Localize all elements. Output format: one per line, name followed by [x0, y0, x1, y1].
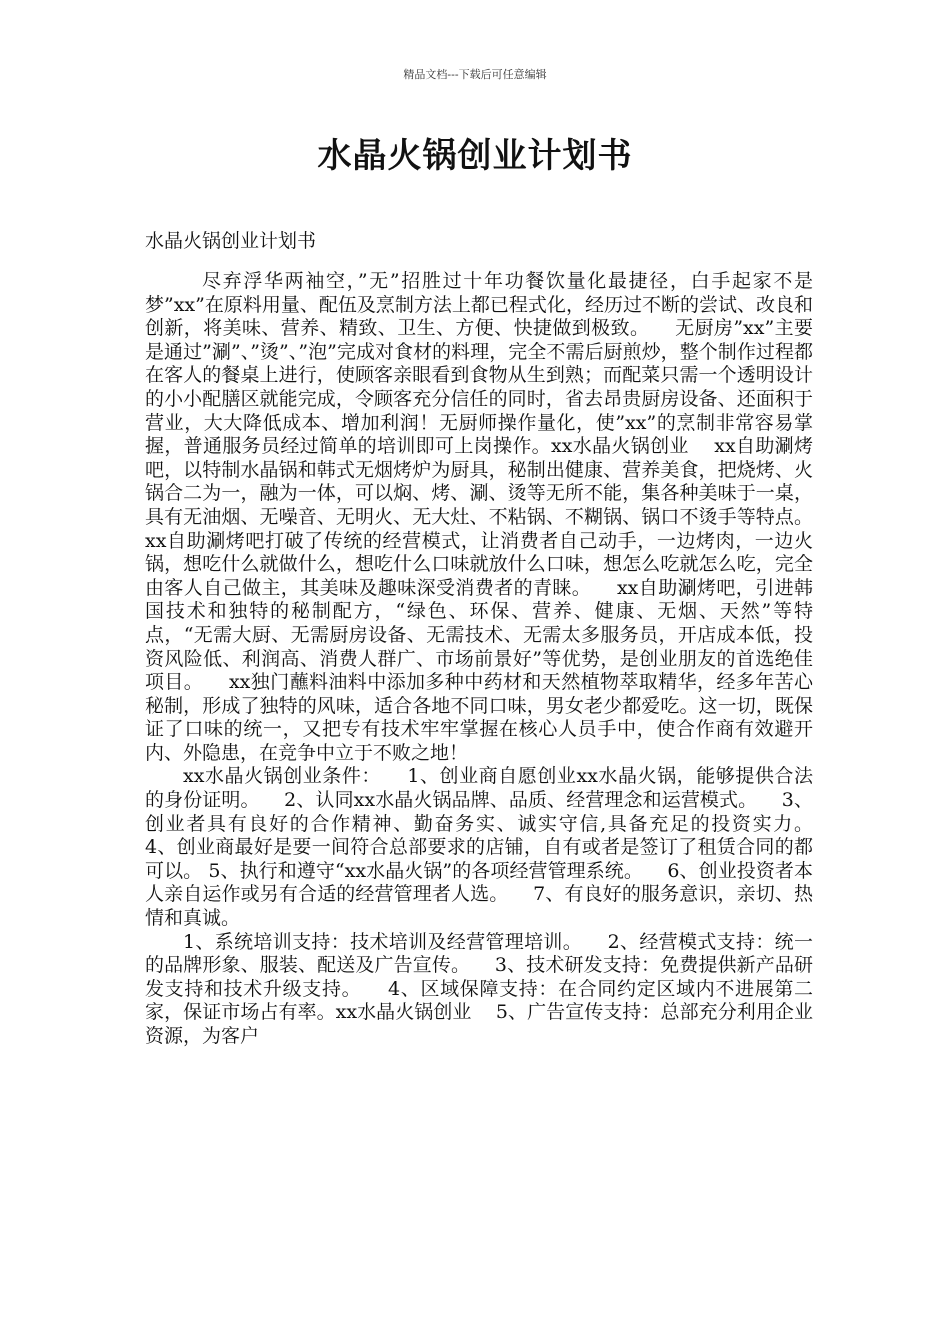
header-note: 精品文档---下载后可任意编辑 — [403, 68, 547, 81]
document-body — [145, 270, 838, 1049]
paragraph-support: 1、系统培训支持：技术培训及经营管理培训。 2、经营模式支持：统一的品牌形象、服装、配送及广告宣传。 3、技术研发支持：免费提供新产品研发支持和技术升级支持。 4、区域保障支持：在合同约定区域内不进展第二家，保证市场占有率。xx水晶火锅创业 5、广告宣传支持：总部充分利用企业资源，为客户 — [145, 930, 813, 1047]
document-title: 水晶火锅创业计划书 — [317, 136, 633, 176]
paragraph-conditions: xx水晶火锅创业条件： 1、创业商自愿创业xx水晶火锅，能够提供合法的身份证明。 2、认同xx水晶火锅品牌、品质、经营理念和运营模式。 3、创业者具有良好的合作精神、勤奋务实、诚实守信,具备充足的投资实力。 4、创业商最好是要一间符合总部要求的店铺，自有或者是签订了租赁合同的都可以。 5、执行和遵守“xx水晶火锅”的各项经营管理系统。 6、创业投资者本人亲自运作或另有合适的经营管理者人选。 7、有良好的服务意识，亲切、热情和真诚。 — [145, 765, 838, 930]
document-subtitle: 水晶火锅创业计划书 — [145, 230, 317, 252]
paragraph-intro: 尽弃浮华两袖空，”无”招胜过十年功餐饮量化最捷径，白手起家不是梦”xx”在原料用量、配伍及烹制方法上都已程式化，经历过不断的尝试、改良和创新，将美味、营养、精致、卫生、方便、快捷做到极致。 无厨房”xx”主要是通过”涮”、”烫”、”泡”完成对食材的料理，完全不需后厨煎炒，整个制作过程都在客人的餐桌上进行，使顾客亲眼看到食物从生到熟；而配菜只需一个透明设计的小小配膳区就能完成，令顾客充分信任的同时，省去昂贵厨房设备、还面积于营业，大大降低成本、增加利润！无厨师操作量化，使”xx”的烹制非常容易掌握，普通服务员经过简单的培训即可上岗操作。xx水晶火锅创业 xx自助涮烤吧，以特制水晶锅和韩式无烟烤炉为厨具，秘制出健康、营养美食，把烧烤、火锅合二为一，融为一体，可以焖、烤、涮、烫等无所不能，集各种美味于一桌，具有无油烟、无噪音、无明火、无大灶、不粘锅、不糊锅、锅口不烫手等特点。 xx自助涮烤吧打破了传统的经营模式，让消费者自己动手，一边烤肉，一边火锅，想吃什么就做什么，想吃什么口味就放什么口味，想怎么吃就怎么吃，完全由客人自己做主，其美味及趣味深受消费者的青睐。 xx自助涮烤吧，引进韩国技术和独特的秘制配方，“绿色、环保、营养、健康、无烟、天然”等特点，“无需大厨、无需厨房设备、无需技术、无需太多服务员，开店成本低，投资风险低、利润高、消费人群广、市场前景好”等优势，是创业朋友的首选绝佳项目。 xx独门蘸料油料中添加多种中药材和天然植物萃取精华，经多年苦心秘制，形成了独特的风味，适合各地不同口味，男女老少都爱吃。这一切，既保证了口味的统一，又把专有技术牢牢掌握在核心人员手中，使合作商有效避开内、外隐患，在竞争中立于不败之地！ — [145, 270, 838, 764]
